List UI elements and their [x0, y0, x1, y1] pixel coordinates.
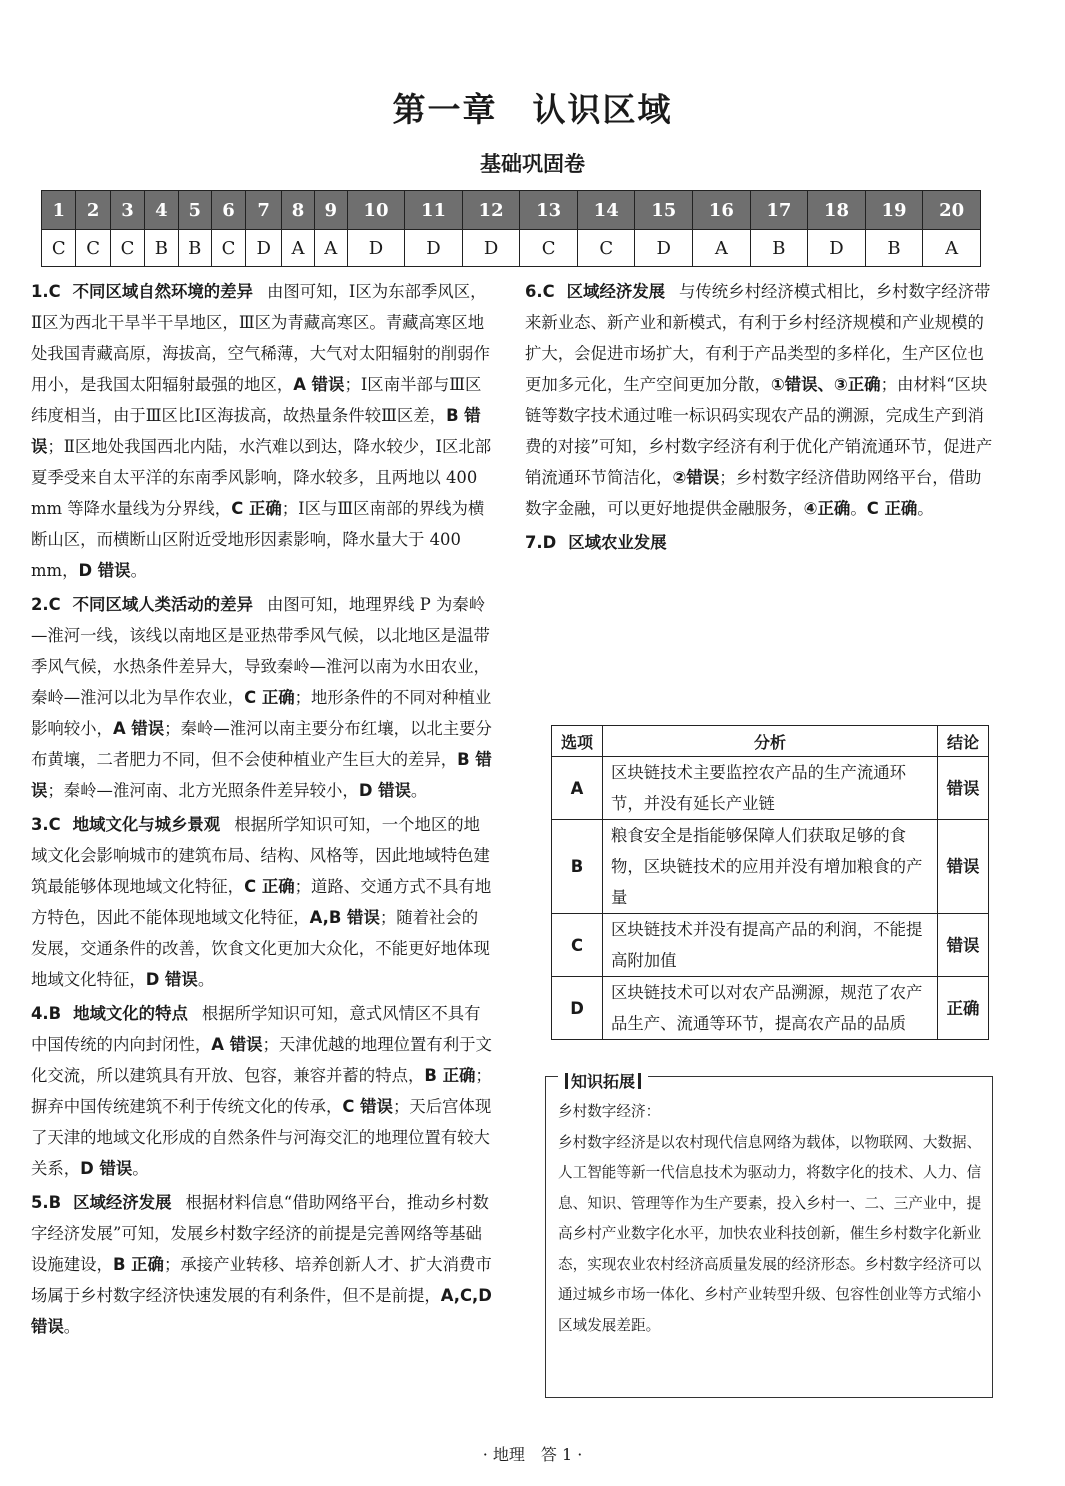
- item-text: ；天津优越的地理位置有利于文化交流，所以建筑具有开放、包容，兼容并蓄的特点，: [31, 1035, 492, 1085]
- item-number: 7.D: [525, 533, 557, 552]
- verdict: A 错误: [211, 1035, 263, 1054]
- bracket-bar-icon: [565, 1073, 568, 1089]
- knowledge-extension-box: [545, 1072, 993, 1398]
- verdict: C 正确: [244, 877, 295, 896]
- verdict: A,C,D 错误: [31, 1286, 492, 1336]
- question-number: 19: [865, 191, 923, 230]
- chapter-title: 第一章 认识区域: [392, 90, 673, 129]
- item-text: ；由材料“区块链等数字技术通过唯一标识码实现农产品的溯源，完成生产到消费的对接”可知，乡村数字经济有利于优化产销流通环节，促进产销流通环节简洁化，: [525, 375, 993, 487]
- extension-term: 乡村数字经济：: [558, 1103, 661, 1120]
- question-number: 11: [405, 191, 463, 230]
- analysis-text: 区块链技术可以对农产品溯源，规范了农产品生产、流通等环节，提高农产品的品质: [603, 977, 938, 1040]
- item-number: 5.B: [31, 1193, 62, 1212]
- verdict: ②错误: [672, 468, 720, 487]
- item-text: ；摒弃中国传统建筑不利于传统文化的传承，: [31, 1066, 492, 1116]
- question-number: 6: [211, 191, 245, 230]
- item-text: 根据所学知识可知，一个地区的地域文化会影响城市的建筑布局、结构、风格等，因此地域特色建筑最能够体现地域文化特征，: [31, 815, 490, 896]
- verdict: B 正确: [112, 1255, 164, 1274]
- answer-letter: A: [693, 230, 751, 267]
- answer-letter: B: [750, 230, 808, 267]
- item-number: 1.C: [31, 282, 61, 301]
- answer-letter: A: [282, 230, 315, 267]
- conclusion: 错误: [938, 820, 989, 914]
- question-number: 18: [808, 191, 866, 230]
- item-number: 4.B: [31, 1004, 62, 1023]
- conclusion: 错误: [938, 914, 989, 977]
- verdict: B 正确: [424, 1066, 476, 1085]
- question-number: 8: [282, 191, 315, 230]
- answer-letter: C: [42, 230, 76, 267]
- item-text: ；承接产业转移、培养创新人才、扩大消费市场属于乡村数字经济快速发展的有利条件，但不是前提，: [31, 1255, 492, 1305]
- answer-key-table: [41, 190, 981, 267]
- option-letter: D: [552, 977, 603, 1040]
- item-text: 。: [850, 499, 867, 518]
- option-letter: A: [552, 757, 603, 820]
- question-number: 14: [577, 191, 635, 230]
- item-text: ；秦岭—淮河南、北方光照条件差异较小，: [47, 781, 359, 800]
- verdict: B 错误: [31, 406, 481, 456]
- question-number: 9: [314, 191, 347, 230]
- column-header: 结论: [938, 726, 989, 757]
- verdict: C 错误: [342, 1097, 393, 1116]
- item-topic: 不同区域自然环境的差异: [72, 282, 253, 301]
- item-text: ；天后宫体现了天津的地域文化形成的自然条件与河海交汇的地理位置有较大关系，: [31, 1097, 492, 1178]
- item-text: ；道路、交通方式不具有地方特色，因此不能体现地域文化特征，: [31, 877, 492, 927]
- answer-number-row: [42, 191, 981, 230]
- question-number: 4: [145, 191, 178, 230]
- answer-letter: D: [347, 230, 405, 267]
- item-topic: 地域文化的特点: [73, 1004, 188, 1023]
- section-title: 基础巩固卷: [480, 152, 585, 176]
- explanation-item-4: [31, 998, 493, 1184]
- item-text: 由图可知，Ⅰ区为东部季风区，Ⅱ区为西北干旱半干旱地区，Ⅲ区为青藏高寒区。青藏高寒区地处我国青藏高原，海拔高，空气稀薄，大气对太阳辐射的削弱作用小，是我国太阳辐射最强的地区，: [31, 282, 490, 394]
- explanation-item-7: [525, 527, 995, 558]
- item-text: ；地形条件的不同对种植业影响较小，: [31, 688, 492, 738]
- analysis-text: 粮食安全是指能够保障人们获取足够的食物，区块链技术的应用并没有增加粮食的产量: [603, 820, 938, 914]
- question-number: 7: [246, 191, 282, 230]
- answer-letter: D: [405, 230, 463, 267]
- table-row: [552, 914, 989, 977]
- page-footer: · 地理 答 1 ·: [482, 1445, 583, 1464]
- verdict: A 错误: [112, 719, 165, 738]
- extension-heading: [558, 1069, 648, 1092]
- question-number: 15: [635, 191, 693, 230]
- item-text: 。: [132, 1159, 149, 1178]
- analysis-text: 区块链技术主要监控农产品的生产流通环节，并没有延长产业链: [603, 757, 938, 820]
- left-column: [31, 276, 493, 1345]
- verdict: ④正确: [803, 499, 851, 518]
- item-text: ；Ⅰ区南半部与Ⅲ区纬度相当，由于Ⅲ区比Ⅰ区海拔高，故热量条件较Ⅲ区差，: [31, 375, 482, 425]
- table-row: [552, 757, 989, 820]
- item-text: 。: [130, 561, 147, 580]
- question-number: 1: [42, 191, 76, 230]
- verdict: A,B 错误: [309, 908, 380, 927]
- item-text: ；Ⅰ区与Ⅲ区南部的界线为横断山区，而横断山区附近受地形因素影响，降水量大于 400 mm，: [31, 499, 485, 580]
- option-letter: B: [552, 820, 603, 914]
- extension-body: [558, 1097, 982, 1341]
- item-number: 3.C: [31, 815, 61, 834]
- option-letter: C: [552, 914, 603, 977]
- verdict: ①错误、③正确: [770, 375, 881, 394]
- item-topic: 区域农业发展: [568, 533, 667, 552]
- answer-letter: C: [520, 230, 578, 267]
- verdict: C 正确: [244, 688, 295, 707]
- verdict: D 错误: [145, 970, 198, 989]
- item-number: 2.C: [31, 595, 61, 614]
- item-text: 。: [410, 781, 428, 800]
- answer-letter: C: [76, 230, 110, 267]
- column-header: 选项: [552, 726, 603, 757]
- analysis-text: 区块链技术并没有提高产品的利润，不能提高附加值: [603, 914, 938, 977]
- item-text: 与传统乡村经济模式相比，乡村数字经济带来新业态、新产业和新模式，有利于乡村经济规模和产业规模的扩大，会促进市场扩大，有利于产品类型的多样化，生产区位也更加多元化，生产空间更加分散，: [525, 282, 991, 394]
- question-number: 5: [178, 191, 211, 230]
- item-text: ；Ⅱ区地处我国西北内陆，水汽难以到达，降水较少，Ⅰ区北部夏季受来自太平洋的东南季风影响，降水较多，且两地以 400 mm 等降水量线为分界线，: [31, 437, 492, 518]
- item-topic: 区域经济发展: [566, 282, 666, 301]
- column-header: 分析: [603, 726, 938, 757]
- bracket-bar-icon: [638, 1073, 641, 1089]
- explanation-item-2: [31, 589, 493, 806]
- answer-letter: C: [211, 230, 245, 267]
- answer-letter: D: [808, 230, 866, 267]
- explanation-item-5: [31, 1187, 493, 1342]
- verdict: D 错误: [78, 561, 131, 580]
- verdict: D 错误: [358, 781, 411, 800]
- item-text: ；随着社会的发展，交通条件的改善，饮食文化更加大众化，不能更好地体现地域文化特征，: [31, 908, 490, 989]
- explanation-item-6: [525, 276, 995, 524]
- answer-letter: D: [635, 230, 693, 267]
- item-topic: 不同区域人类活动的差异: [72, 595, 253, 614]
- item-topic: 区域经济发展: [73, 1193, 172, 1212]
- item-text: 根据所学知识可知，意式风情区不具有中国传统的内向封闭性，: [31, 1004, 481, 1054]
- item-topic: 地域文化与城乡景观: [72, 815, 221, 834]
- verdict: B 错误: [31, 750, 492, 800]
- item-text: 。: [917, 499, 934, 518]
- verdict: C 正确: [866, 499, 918, 518]
- answer-letter: A: [314, 230, 347, 267]
- question-number: 13: [520, 191, 578, 230]
- explanation-item-3: [31, 809, 493, 995]
- conclusion: 错误: [938, 757, 989, 820]
- verdict: C 正确: [231, 499, 282, 518]
- verdict: A 错误: [293, 375, 345, 394]
- answer-letter: A: [923, 230, 981, 267]
- answer-letter: C: [110, 230, 144, 267]
- question-number: 20: [923, 191, 981, 230]
- question-number: 16: [693, 191, 751, 230]
- item-text: 根据材料信息“借助网络平台，推动乡村数字经济发展”可知，发展乡村数字经济的前提是完善网络等基础设施建设，: [31, 1193, 489, 1274]
- extension-text: 乡村数字经济是以农村现代信息网络为载体，以物联网、大数据、人工智能等新一代信息技术为驱动力，将数字化的技术、人力、信息、知识、管理等作为生产要素，投入乡村一、二、三产业中，提高乡村产业数字化水平，加快农业科技创新，催生乡村数字化新业态，实现农业农村经济高质量发展的经济形态。乡村数字经济可以通过城乡市场一体化、乡村产业转型升级、包容性创业等方式缩小区域发展差距。: [558, 1133, 982, 1334]
- item-text: 。: [63, 1317, 81, 1336]
- item-text: ；乡村数字经济借助网络平台，借助数字金融，可以更好地提供金融服务，: [525, 468, 982, 518]
- answer-letter: C: [577, 230, 635, 267]
- question-number: 17: [750, 191, 808, 230]
- item-number: 6.C: [525, 282, 555, 301]
- answer-letter: B: [178, 230, 211, 267]
- table-row: [552, 977, 989, 1040]
- item-text: ；秦岭—淮河以南主要分布红壤，以北主要分布黄壤，二者肥力不同，但不会使种植业产生巨大的差异，: [31, 719, 492, 769]
- answer-letter-row: [42, 230, 981, 267]
- explanation-item-1: [31, 276, 493, 586]
- question-number: 10: [347, 191, 405, 230]
- question-number: 3: [110, 191, 144, 230]
- item-text: 由图可知，地理界线 P 为秦岭—淮河一线，该线以南地区是亚热带季风气候，以北地区是温带季风气候，水热条件差异大，导致秦岭—淮河以南为水田农业，秦岭—淮河以北为旱作农业，: [31, 595, 490, 707]
- question-number: 12: [462, 191, 520, 230]
- answer-letter: B: [145, 230, 178, 267]
- conclusion: 正确: [938, 977, 989, 1040]
- right-column: [525, 276, 995, 561]
- table-header-row: [552, 726, 989, 757]
- extension-heading-text: 知识拓展: [571, 1072, 636, 1091]
- verdict: D 错误: [80, 1159, 133, 1178]
- item-text: 。: [197, 970, 215, 989]
- option-analysis-table: [551, 725, 989, 1040]
- question-number: 2: [76, 191, 110, 230]
- answer-letter: D: [246, 230, 282, 267]
- table-row: [552, 820, 989, 914]
- answer-letter: B: [865, 230, 923, 267]
- answer-letter: D: [462, 230, 520, 267]
